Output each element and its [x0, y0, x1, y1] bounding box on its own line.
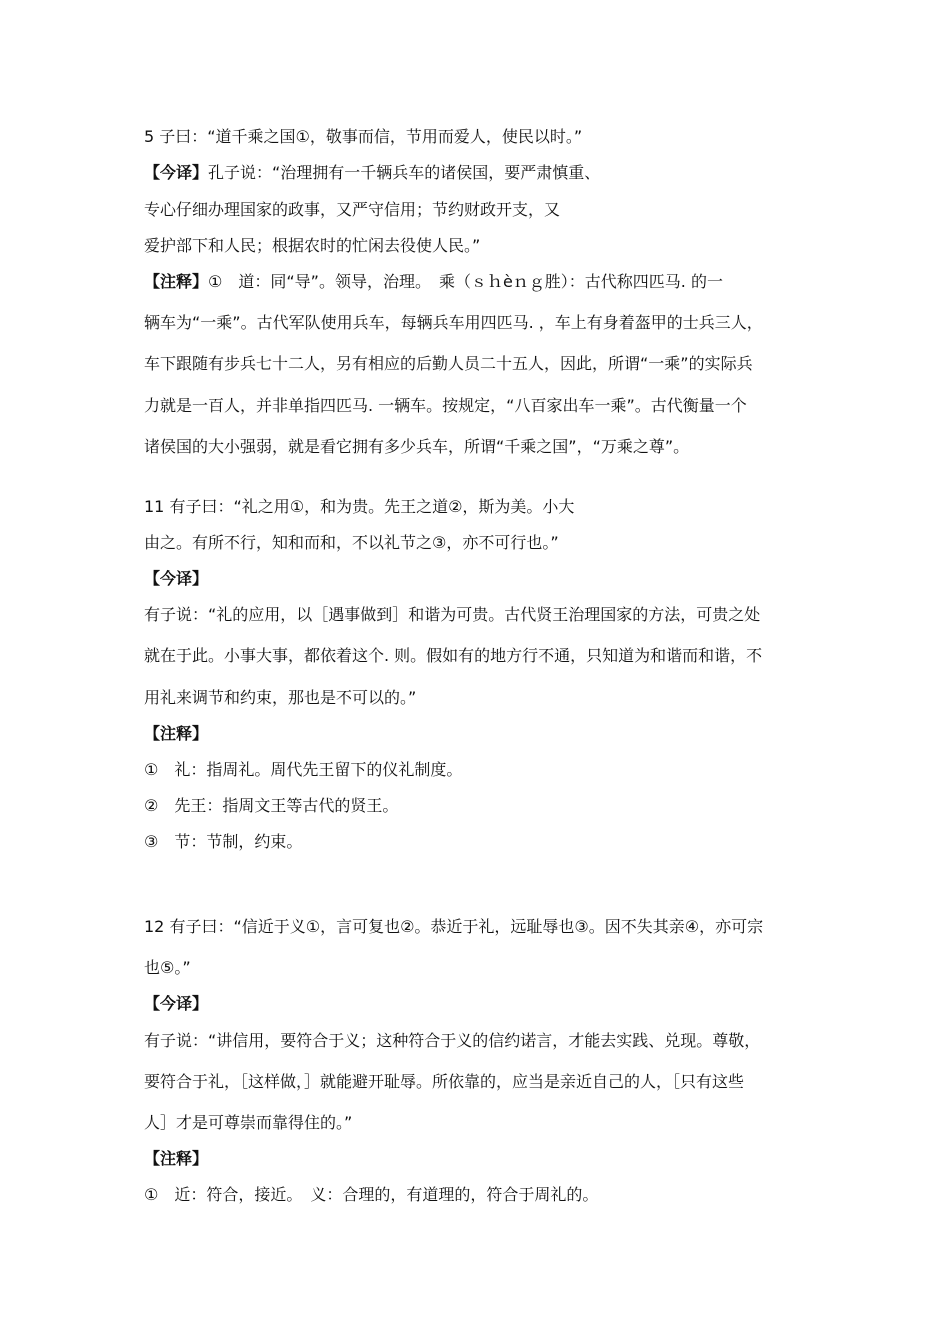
s5-note-line-4: 力就是一百人，并非单指四匹马. 一辆车。按规定，“八百家出车一乘”。古代衡量一个 [144, 396, 747, 415]
s12-translation-line-3: 人］才是可尊崇而靠得住的。” [144, 1113, 353, 1132]
s5-translation-line-1 [144, 163, 600, 183]
s12-note-1: ① 近：符合，接近。 义：合理的，有道理的，符合于周礼的。 [144, 1185, 599, 1204]
s12-note-label: 【注释】 [144, 1149, 209, 1168]
s5-translation-line-3: 爱护部下和人民；根据农时的忙闲去役使人民。” [144, 236, 481, 255]
s12-quote-line-2: 也⑤。” [144, 958, 191, 977]
s5-note-line-5: 诸侯国的大小强弱，就是看它拥有多少兵车，所谓“千乘之国”，“万乘之尊”。 [144, 437, 690, 456]
s12-quote-line-1: 12 有子曰：“信近于义①，言可复也②。恭近于礼，远耻辱也③。因不失其亲④，亦可宗 [144, 917, 764, 936]
s11-quote-line-2: 由之。有所不行，知和而和，不以礼节之③，亦不可行也。” [144, 533, 559, 552]
s11-note-1: ① 礼：指周礼。周代先王留下的仪礼制度。 [144, 760, 463, 779]
s5-note-line-3: 车下跟随有步兵七十二人，另有相应的后勤人员二十五人，因此，所谓“一乘”的实际兵 [144, 354, 753, 373]
s11-note-2: ② 先王：指周文王等古代的贤王。 [144, 796, 399, 815]
s11-quote-line-1: 11 有子曰：“礼之用①，和为贵。先王之道②，斯为美。小大 [144, 497, 575, 516]
s11-translation-line-3: 用礼来调节和约束，那也是不可以的。” [144, 688, 417, 707]
s11-translation-line-1: 有子说：“礼的应用，以［遇事做到］和谐为可贵。古代贤王治理国家的方法，可贵之处 [144, 605, 761, 624]
s5-translation-line-2: 专心仔细办理国家的政事，又严守信用；节约财政开支，又 [144, 200, 561, 219]
s12-translation-line-1: 有子说：“讲信用，要符合于义；这种符合于义的信约诺言，才能去实践、兑现。尊敬， [144, 1031, 761, 1050]
s11-note-3: ③ 节：节制，约束。 [144, 832, 303, 851]
s11-translation-label: 【今译】 [144, 569, 209, 588]
s11-note-label: 【注释】 [144, 724, 209, 743]
s5-translation-label: 【今译】 [144, 163, 209, 182]
s12-translation-label: 【今译】 [144, 994, 209, 1013]
s5-translation-text: 孔子说：“治理拥有一千辆兵车的诸侯国，要严肃慎重、 [208, 163, 601, 182]
s5-note-line-1 [144, 272, 723, 292]
s5-note-label: 【注释】 [144, 272, 209, 291]
s5-note-line-2: 辆车为“一乘”。古代军队使用兵车，每辆兵车用四匹马. ，车上有身着盔甲的士兵三人， [144, 313, 763, 332]
s11-translation-line-2: 就在于此。小事大事，都依着这个. 则。假如有的地方行不通，只知道为和谐而和谐，不 [144, 646, 763, 665]
s12-translation-line-2: 要符合于礼，［这样做，］就能避开耻辱。所依靠的，应当是亲近自己的人，［只有这些 [144, 1072, 745, 1091]
s5-note-text: ① 道：同“导”。领导，治理。 乘（ｓｈèｎｇ胜）：古代称四匹马. 的一 [208, 272, 723, 291]
s5-quote: 5 子曰：“道千乘之国①，敬事而信，节用而爱人，使民以时。” [144, 127, 583, 146]
